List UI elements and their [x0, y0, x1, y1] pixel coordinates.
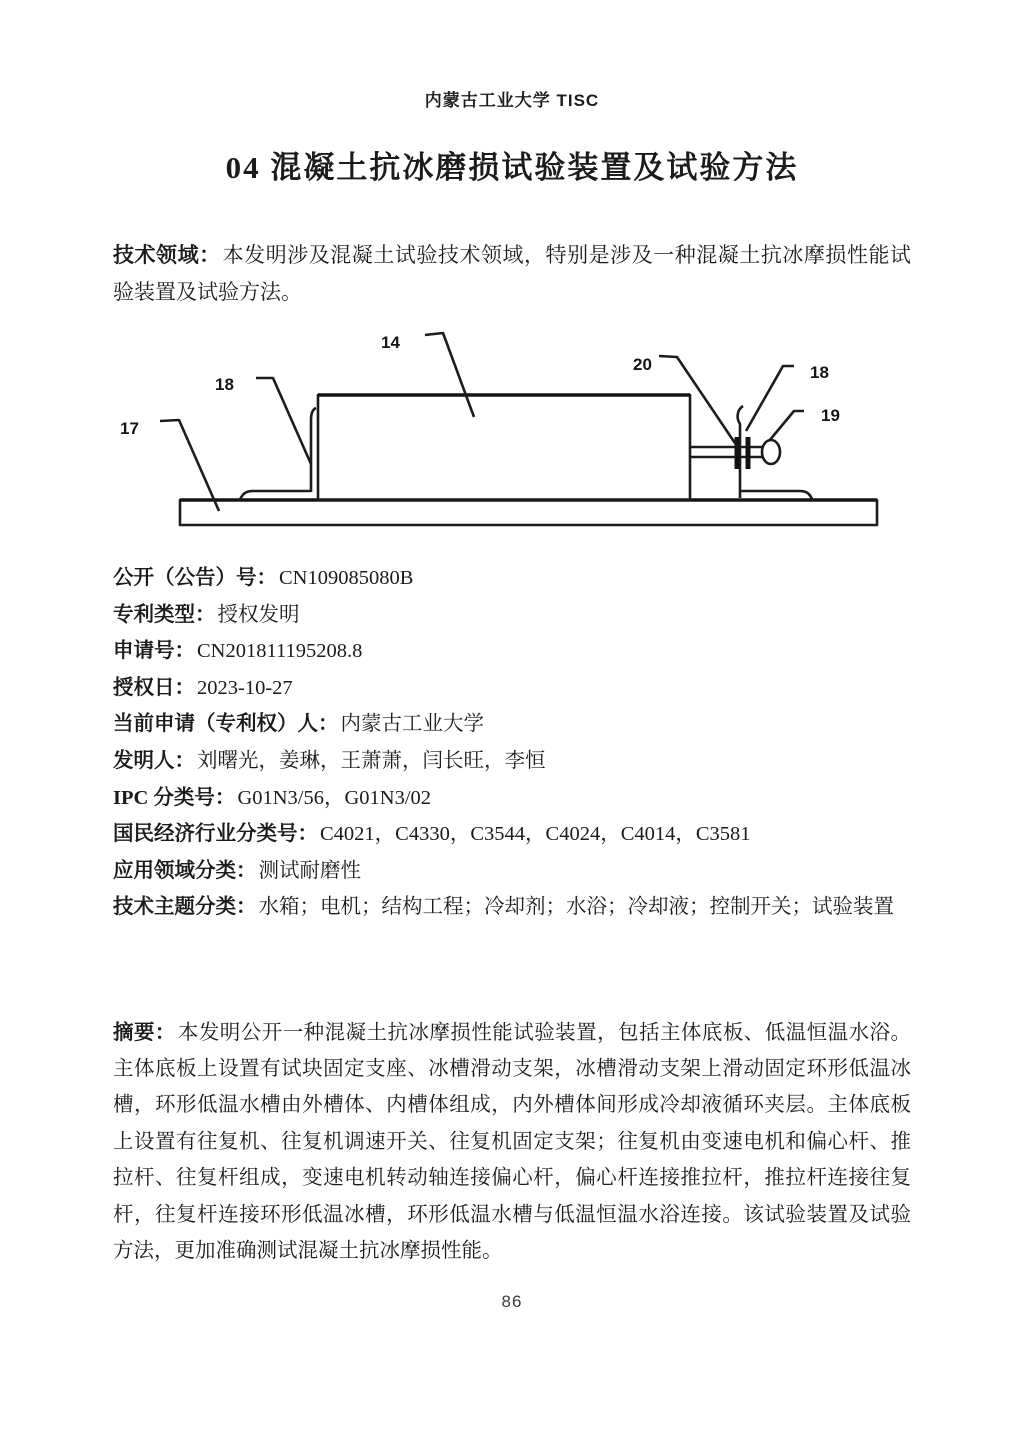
field-value: 内蒙古工业大学 — [340, 713, 484, 736]
field-label: 应用领域分类： — [113, 859, 257, 882]
figure-trough-box — [318, 395, 690, 500]
field-value: 测试耐磨性 — [258, 859, 361, 882]
figure-left-bracket-plate — [311, 408, 316, 492]
field-row-application-domain — [113, 853, 911, 890]
field-label: 发明人： — [113, 749, 195, 772]
figure-label-18-left: 18 — [215, 375, 234, 394]
figure-leader-14 — [425, 333, 474, 417]
figure-leader-18-left — [256, 378, 311, 464]
page-number: 86 — [501, 1292, 523, 1311]
abstract-paragraph — [113, 1015, 911, 1270]
figure-label-18-right: 18 — [810, 363, 829, 382]
field-label: 技术主题分类： — [113, 896, 257, 919]
figure-label-14: 14 — [381, 333, 400, 352]
abstract-text: 本发明公开一种混凝土抗冰摩损性能试验装置，包括主体底板、低温恒温水浴。主体底板上设置有试块固定支座、冰槽滑动支架，冰槽滑动支架上滑动固定环形低温冰槽，环形低温水槽由外槽体、内槽体组成，内外槽体间形成冷却液循环夹层。主体底板上设置有往复机、往复机调速开关、往复机固定支架；往复机由变速电机和偏心杆、推拉杆、往复杆组成，变速电机转动轴连接偏心杆，偏心杆连接推拉杆，推拉杆连接往复杆，往复杆连接环形低温冰槽，环形低温水槽与低温恒温水浴连接。该试验装置及试验方法，更加准确测试混凝土抗冰摩损性能。 — [113, 1021, 912, 1262]
figure-base-plate — [180, 500, 877, 525]
tech-field-label: 技术领域： — [113, 243, 221, 267]
figure-label-17: 17 — [120, 419, 139, 438]
field-value: 水箱；电机；结构工程；冷却剂；水浴；冷却液；控制开关；试验装置 — [258, 896, 894, 919]
field-row-economy-class — [113, 816, 911, 853]
field-row-application-number — [113, 633, 911, 670]
figure-leader-20 — [659, 356, 739, 449]
field-label: 申请号： — [113, 640, 195, 663]
tech-field-text: 本发明涉及混凝土试验技术领域，特别是涉及一种混凝土抗冰摩损性能试验装置及试验方法。 — [113, 243, 911, 304]
header-institution: 内蒙古工业大学 TISC — [424, 91, 600, 110]
figure-leader-17 — [160, 420, 219, 511]
figure-leader-19 — [769, 411, 804, 441]
field-row-current-assignee — [113, 706, 911, 743]
field-value: 2023-10-27 — [197, 676, 293, 699]
field-row-ipc-class — [113, 780, 911, 817]
field-value: G01N3/56，G01N3/02 — [237, 786, 432, 809]
field-value: C4021，C4330，C3544，C4024，C4014，C3581 — [320, 823, 751, 846]
abstract-label: 摘要： — [113, 1021, 176, 1044]
field-value: 刘曙光，姜琳，王萧萧，闫长旺，李恒 — [197, 749, 546, 772]
field-label: IPC 分类号： — [113, 786, 236, 809]
field-row-patent-type — [113, 597, 911, 634]
field-value: 授权发明 — [217, 603, 300, 626]
field-label: 公开（公告）号： — [113, 567, 277, 589]
field-value: CN201811195208.8 — [197, 640, 363, 663]
patent-metadata-list — [113, 560, 911, 926]
patent-figure — [100, 320, 920, 535]
page-title: 04 混凝土抗冰磨损试验装置及试验方法 — [225, 150, 799, 185]
field-row-grant-date — [113, 670, 911, 707]
field-row-inventors — [113, 743, 911, 780]
field-row-publication-number — [113, 560, 911, 597]
field-row-tech-topics — [113, 889, 911, 926]
field-label: 授权日： — [113, 676, 195, 699]
figure-label-19: 19 — [821, 406, 840, 425]
figure-label-20: 20 — [633, 355, 652, 374]
field-label: 当前申请（专利权）人： — [113, 713, 339, 736]
patent-figure-drawing — [100, 320, 920, 535]
tech-field-paragraph — [113, 237, 911, 311]
field-label: 国民经济行业分类号： — [113, 823, 318, 846]
field-value: CN109085080B — [279, 567, 414, 589]
figure-knob — [762, 440, 780, 464]
field-label: 专利类型： — [113, 603, 216, 626]
